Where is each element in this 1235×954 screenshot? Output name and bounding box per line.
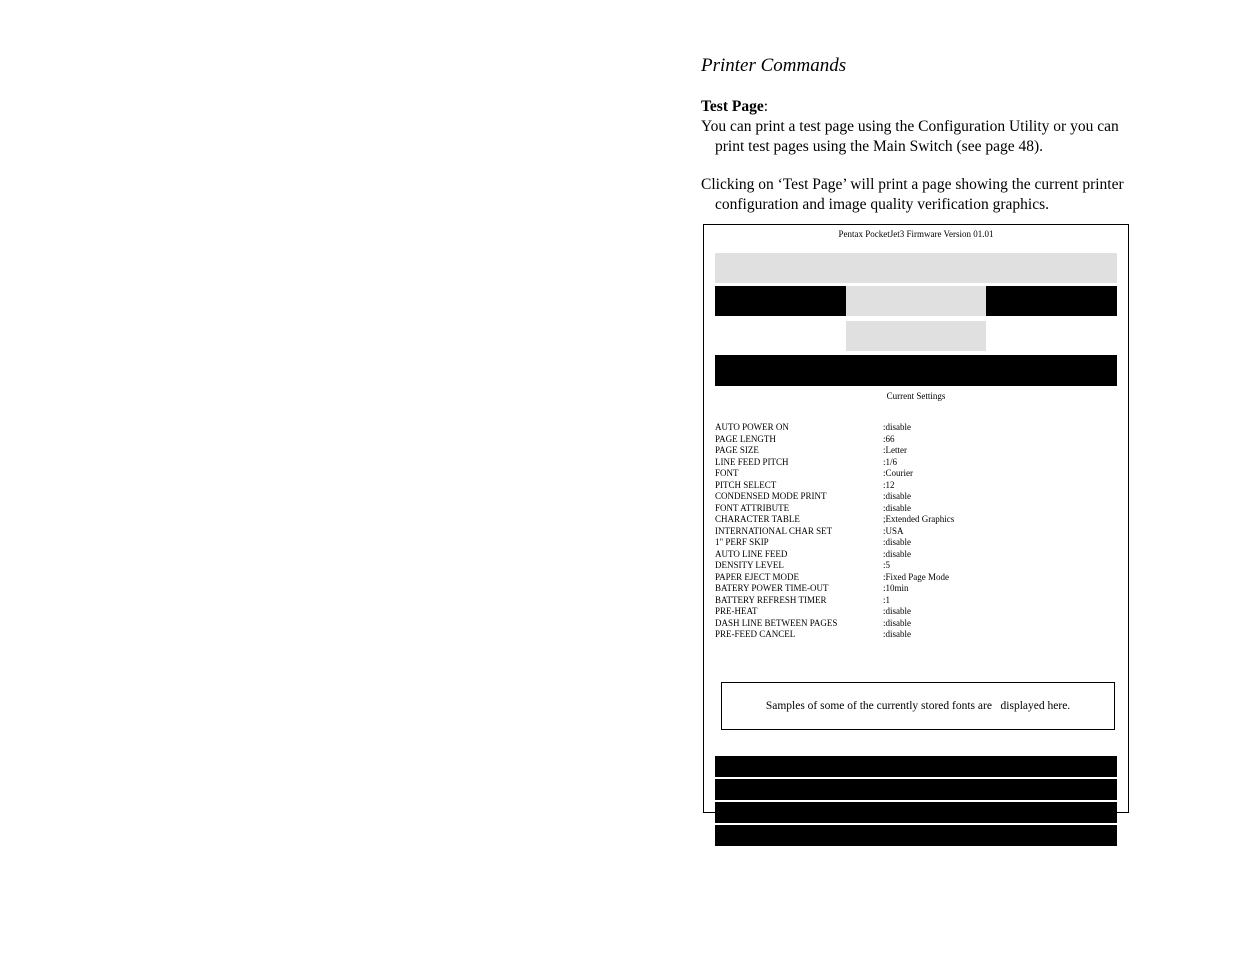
fonts-sample-box: [721, 682, 1115, 730]
setting-value: :disable: [883, 537, 911, 547]
setting-value: :12: [883, 479, 895, 490]
setting-value: ;Extended Graphics: [883, 514, 955, 524]
setting-row: [715, 514, 1115, 526]
setting-value: :5: [883, 560, 891, 570]
setting-row: [715, 629, 1115, 637]
current-settings-title: Current Settings: [886, 391, 946, 401]
test-page-title: Test Page: [701, 98, 764, 115]
setting-value: :Courier: [883, 468, 913, 478]
black-bar-full: [715, 355, 1117, 386]
setting-name: FONT ATTRIBUTE: [715, 502, 790, 513]
setting-row: [715, 572, 1115, 584]
setting-name: PAGE SIZE: [715, 445, 759, 455]
gray-block-center: [846, 286, 986, 316]
setting-name: LINE FEED PITCH: [715, 456, 789, 467]
setting-row: [715, 480, 1115, 492]
setting-row: [715, 537, 1115, 549]
setting-row: [715, 618, 1115, 630]
setting-name: DASH LINE BETWEEN PAGES: [715, 617, 838, 628]
setting-value: :disable: [883, 617, 911, 628]
paragraph-test-page-methods: [701, 117, 1151, 156]
setting-name: AUTO POWER ON: [715, 422, 789, 432]
setting-name: FONT: [715, 468, 739, 478]
setting-value: :disable: [883, 629, 911, 637]
setting-value: :66: [883, 433, 895, 444]
setting-row: [715, 434, 1115, 446]
paragraph-1-text: [701, 117, 1151, 156]
setting-row: [715, 549, 1115, 561]
setting-name: BATTERY REFRESH TIMER: [715, 594, 827, 605]
setting-row: [715, 526, 1115, 538]
paragraph-1-line-1: You can print a test page using the Configuration Utility or you: [701, 118, 1094, 135]
setting-value: :1/6: [883, 456, 898, 467]
setting-value: :disable: [883, 606, 911, 616]
test-page-sample: [703, 224, 1129, 813]
setting-name: PAGE LENGTH: [715, 433, 776, 444]
setting-name: CONDENSED MODE PRINT: [715, 491, 827, 501]
settings-list: [715, 422, 1115, 637]
paragraph-2-text: [701, 175, 1151, 214]
setting-name: 1" PERF SKIP: [715, 537, 769, 547]
setting-row: [715, 503, 1115, 515]
setting-value: :1: [883, 594, 891, 605]
black-stripe-3: [715, 802, 1117, 823]
paragraph-test-page-description: [701, 175, 1151, 214]
setting-name: INTERNATIONAL CHAR SET: [715, 525, 833, 536]
setting-name: PITCH SELECT: [715, 479, 777, 490]
setting-name: AUTO LINE FEED: [715, 548, 788, 559]
setting-row: [715, 422, 1115, 434]
setting-name: PAPER EJECT MODE: [715, 571, 800, 582]
setting-row: [715, 457, 1115, 469]
setting-row: [715, 560, 1115, 572]
setting-row: [715, 445, 1115, 457]
setting-name: BATERY POWER TIME-OUT: [715, 583, 829, 593]
setting-name: PRE-HEAT: [715, 606, 758, 616]
black-stripe-2: [715, 779, 1117, 800]
black-stripe-1: [715, 756, 1117, 777]
setting-value: :disable: [883, 548, 911, 559]
setting-row: [715, 595, 1115, 607]
paragraph-2-line-2: printer configuration and image quality verification graphics.: [715, 176, 1124, 213]
setting-value: :disable: [883, 422, 911, 432]
black-block-left: [715, 286, 846, 316]
setting-value: :Fixed Page Mode: [883, 571, 949, 582]
black-stripe-4: [715, 825, 1117, 846]
setting-row: [715, 606, 1115, 618]
setting-row: [715, 491, 1115, 503]
test-page-label: [701, 97, 1151, 117]
setting-value: :10min: [883, 583, 909, 593]
setting-value: :USA: [883, 525, 904, 536]
setting-value: :Letter: [883, 445, 907, 455]
section-heading: Printer Commands: [701, 55, 847, 76]
setting-row: [715, 468, 1115, 480]
paragraph-1-line-2: can print test pages using the Main Switch (see page 48).: [715, 118, 1119, 155]
test-page-colon: :: [763, 98, 769, 115]
fonts-sample-text: Samples of some of the currently stored fonts are displayed here.: [765, 700, 1071, 712]
setting-value: :disable: [883, 491, 911, 501]
setting-name: PRE-FEED CANCEL: [715, 629, 796, 637]
black-block-right: [986, 286, 1117, 316]
setting-value: :disable: [883, 502, 911, 513]
setting-name: CHARACTER TABLE: [715, 514, 800, 524]
gray-bar-full: [715, 253, 1117, 283]
setting-name: DENSITY LEVEL: [715, 560, 784, 570]
paragraph-2-line-1: Clicking on ‘Test Page’ will print a page showing the current: [701, 176, 1079, 193]
firmware-version-text: Pentax PocketJet3 Firmware Version 01.01: [838, 229, 994, 239]
setting-row: [715, 583, 1115, 595]
gray-block-center-lower: [846, 321, 986, 351]
